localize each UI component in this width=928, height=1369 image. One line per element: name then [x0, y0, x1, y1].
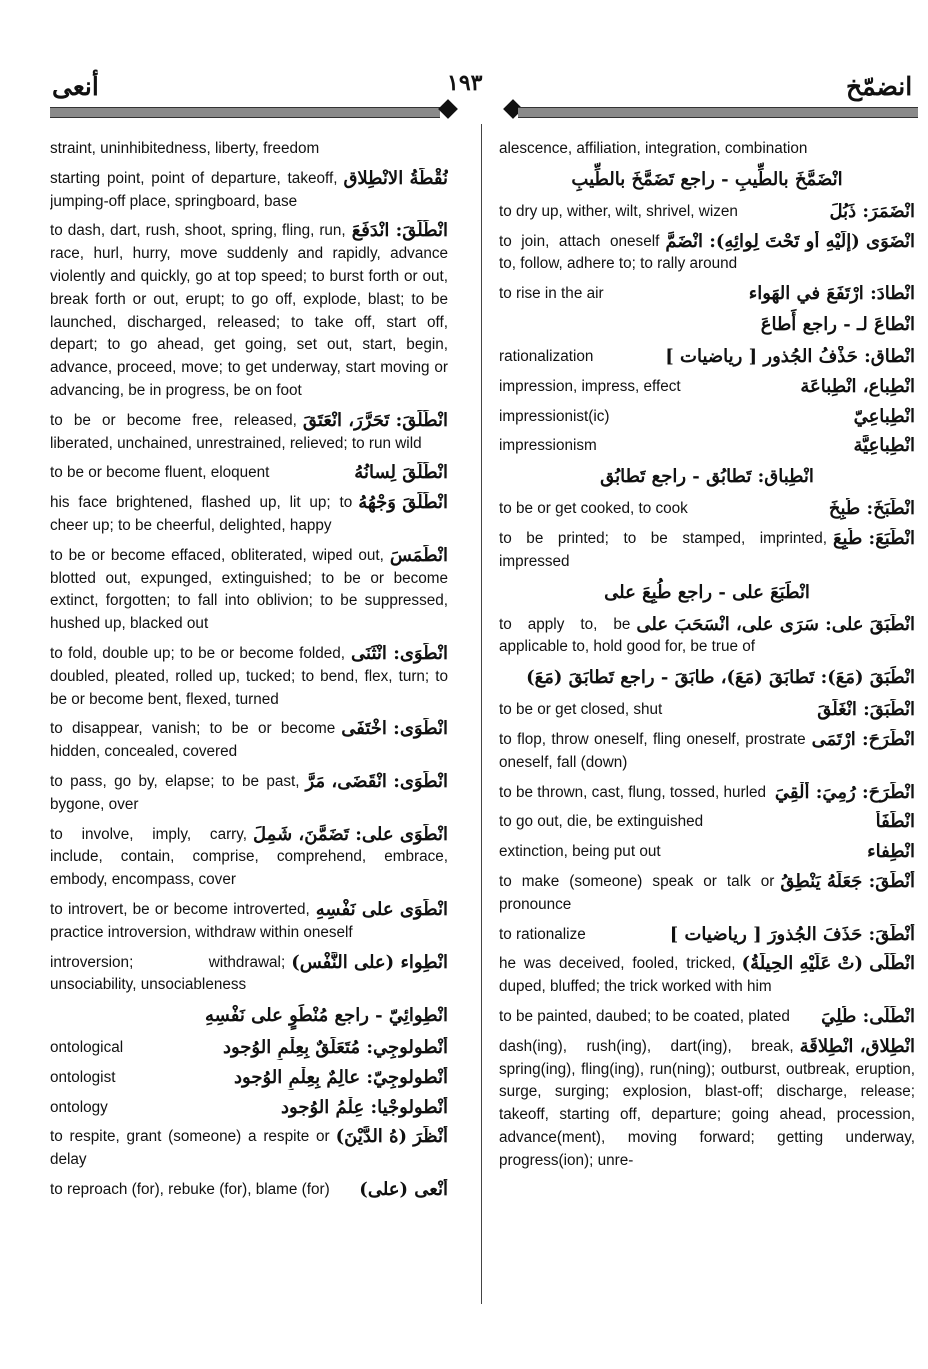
arabic-headword: انْضَوَى (إلَيْهِ أو تَحْتَ لِوائِهِ): انْضَمَّ: [665, 230, 915, 252]
dictionary-entry: [50, 643, 448, 711]
english-definition: introversion; withdrawal; unsociability, unsociableness: [50, 953, 286, 994]
english-definition: to rise in the air: [499, 285, 604, 303]
arabic-headword: أَنْطولوجْيا: عِلْمُ الوُجود: [281, 1096, 448, 1118]
dictionary-entry: [50, 545, 448, 636]
arabic-headword: انْطَفَأَ: [875, 811, 915, 833]
dictionary-entry: [50, 138, 448, 161]
dictionary-entry: [499, 138, 915, 161]
arabic-headword: انْطِباعِيّ: [853, 405, 915, 427]
english-definition: to pass, go by, elapse; to be past, bygone, over: [50, 772, 300, 813]
arabic-headword: انْطَلَى (تْ عَلَيْهِ الحِيلَةُ): [741, 953, 915, 975]
arabic-crossref-line: انْطِوائِيّ - راجع مُنْطَوٍ على نَفْسِهِ: [205, 1005, 448, 1027]
dictionary-entry: [499, 498, 915, 521]
arabic-headword: أَنْعى (على): [359, 1179, 448, 1201]
english-definition: he was deceived, fooled, tricked, duped, bluffed; the trick worked with him: [499, 955, 772, 996]
dictionary-entry: [50, 220, 448, 402]
english-definition: to go out, die, be extinguished: [499, 813, 704, 831]
arabic-headword: نُقْطَةُ الانْطِلاق: [343, 167, 448, 189]
page-number: ١٩٣: [447, 70, 483, 96]
arabic-headword: انْطَبَخَ: طُبِخَ: [828, 498, 915, 520]
right-entries-3: [499, 498, 915, 573]
arabic-headword: انْطَلَقَ وَجْهُهُ: [358, 492, 448, 514]
english-definition: to dry up, wither, wilt, shrivel, wizen: [499, 202, 738, 220]
english-definition: to introvert, be or become introverted, practice introversion, withdraw within oneself: [50, 900, 353, 941]
dictionary-entry: [50, 824, 448, 892]
arabic-headword: انْطَرَحَ: رُمِيَ: أُلْقِيَ: [774, 781, 915, 803]
right-entries-0: [499, 138, 915, 161]
header-rule-right: [518, 107, 918, 118]
dictionary-entry: [50, 1067, 448, 1090]
dictionary-entry: [499, 435, 915, 458]
english-definition: to join, attach oneself to, follow, adhere to; to rally around: [499, 232, 738, 273]
arabic-headword: انْطِفاء: [867, 841, 915, 863]
dictionary-entry: [499, 782, 915, 805]
english-definition: ontologist: [50, 1068, 116, 1086]
english-definition: to fold, double up; to be or become folded, doubled, pleated, rolled up, tucked; to bend, flex, turn; to be or become bent, flexed, turned: [50, 644, 448, 708]
arabic-headword: انْطَوَى: انْثَنَى: [351, 642, 448, 664]
arabic-headword: انْطَلَى: طُلِيَ: [821, 1005, 915, 1027]
arabic-headword: انْطَوَى: انْقَضَى، مَرَّ: [305, 770, 448, 792]
english-definition: to be printed; to be stamped, imprinted, impressed: [499, 529, 827, 570]
english-definition: to be or get cooked, to cook: [499, 500, 688, 518]
english-definition: to be painted, daubed; to be coated, plated: [499, 1007, 790, 1025]
arabic-crossref-line: انْطاعَ لـ - راجع أَطاعَ: [760, 313, 915, 335]
english-definition: to be or become free, released, liberated, unchained, unrestrained, relieved; to run wild: [50, 411, 422, 452]
arabic-headword: انْطَوَى على: تَضَمَّنَ، شَمِلَ: [253, 823, 448, 845]
arabic-headword: أَنْطَقَ: حَذَفَ الجُذورَ [ رياضيات ]: [669, 923, 915, 945]
english-definition: to be or get closed, shut: [499, 701, 663, 719]
arabic-headword: انْطَبَقَ: انْغَلَقَ: [817, 699, 915, 721]
english-definition: to rationalize: [499, 925, 586, 943]
column-divider: [481, 124, 482, 1304]
dictionary-entry: [499, 201, 915, 224]
english-definition: to disappear, vanish; to be or become hidden, concealed, covered: [50, 720, 336, 761]
english-definition: rationalization: [499, 347, 594, 365]
english-definition: to dash, dart, rush, shoot, spring, fling, run, race, hurl, hurry, move suddenly and rapidly, advance violently and quickly, go at top speed; to burst forth or out, break forth or out, erupt; to go off, explode, blast; to be launched, discharged, released; to take off, start off, depart; to go ahead, get going, set out, start, begin, advance, proceed, move; to get underway, start moving or advancing, be in progress, be on foot: [50, 222, 448, 399]
english-definition: to flop, throw oneself, fling oneself, prostrate oneself, fall (down): [499, 730, 806, 771]
dictionary-entry: [50, 168, 448, 214]
dictionary-entry: [499, 376, 915, 399]
arabic-headword: انْطَلَقَ: تَحَرَّرَ، انْعَتَقَ: [302, 409, 448, 431]
dictionary-entry: [499, 346, 915, 369]
arabic-headword: انْطادَ: ارْتَفَعَ في الهَواء: [748, 283, 915, 305]
dictionary-entry: [499, 283, 915, 306]
arabic-headword: انْطِلاق، انْطِلاقَة: [799, 1035, 915, 1057]
dictionary-entry: [50, 1037, 448, 1060]
right-guide-word: انضمّخ: [846, 72, 913, 101]
dictionary-entry: [499, 811, 915, 834]
dictionary-entry: [50, 1179, 448, 1202]
right-entries-2: [499, 346, 915, 458]
right-entries-1: [499, 201, 915, 306]
arabic-headword: أَنْطَقَ: جَعَلَهُ يَنْطِقُ: [780, 870, 915, 892]
dictionary-entry: [499, 614, 915, 660]
english-definition: to reproach (for), rebuke (for), blame (for): [50, 1181, 330, 1199]
arabic-headword: انْطَمَسَ: [389, 544, 448, 566]
arabic-headword: أَنْطولوجِيّ: عالِمٌ بِعِلْمِ الوُجود: [234, 1066, 448, 1088]
arabic-headword: انْطَوَى على نَفْسِهِ: [315, 898, 448, 920]
dictionary-entry: [499, 871, 915, 917]
arabic-headword: انْطِباع، انْطِباعَة: [800, 375, 915, 397]
english-definition: straint, uninhibitedness, liberty, freedom: [50, 140, 320, 157]
dictionary-entry: [499, 406, 915, 429]
arabic-headword: انْطَبَقَ على: سَرَى على، انْسَحَبَ على: [636, 613, 915, 635]
dictionary-entry: [499, 924, 915, 947]
right-entries-5: [499, 699, 915, 1172]
dictionary-entry: [499, 1036, 915, 1173]
arabic-headword: انْطَلَقَ لِسانُهُ: [354, 462, 448, 484]
dictionary-entry: [499, 841, 915, 864]
english-definition: alescence, affiliation, integration, combination: [499, 140, 808, 157]
dictionary-entry: [50, 1126, 448, 1172]
arabic-headword: انْطَبَعَ: طُبِعَ: [832, 527, 915, 549]
left-entries-1: [50, 138, 448, 997]
dictionary-entry: [499, 528, 915, 574]
english-definition: his face brightened, flashed up, lit up; to cheer up; to be cheerful, delighted, happy: [50, 494, 353, 534]
english-definition: ontology: [50, 1098, 108, 1116]
diamond-ornament-left: [438, 99, 458, 119]
english-definition: to respite, grant (someone) a respite or delay: [50, 1128, 330, 1169]
header-rule-left: [50, 107, 440, 118]
dictionary-entry: [50, 952, 448, 998]
right-column: [499, 138, 915, 1180]
dictionary-entry: [499, 699, 915, 722]
dictionary-entry: [499, 1006, 915, 1029]
english-definition: to make (someone) speak or talk or pronounce: [499, 872, 775, 913]
english-definition: to be or become fluent, eloquent: [50, 464, 270, 482]
dictionary-entry: [50, 771, 448, 817]
english-definition: extinction, being put out: [499, 843, 661, 861]
left-guide-word: أنعى: [52, 72, 99, 101]
arabic-headword: أَنْطولوجِي: مُتَعَلِّقٌ بِعِلْمِ الوُجود: [222, 1037, 448, 1059]
dictionary-entry: [50, 899, 448, 945]
arabic-headword: انْطَوَى: اخْتَفَى: [341, 718, 448, 740]
arabic-headword: أَنْظَرَ (هُ الدَّيْنَ): [335, 1126, 448, 1148]
dictionary-entry: [50, 492, 448, 538]
arabic-crossref-line: انْطِباق: تَطابُق - راجع تَطابُق: [600, 466, 814, 488]
dictionary-entry: [499, 953, 915, 999]
right-entries-4: [499, 614, 915, 660]
dictionary-entry: [50, 462, 448, 485]
arabic-headword: انْطِواء (على النَّفْس): [291, 951, 448, 973]
english-definition: ontological: [50, 1039, 124, 1057]
arabic-crossref-line: انْطَبَقَ (مَعَ): تَطابَقَ (مَعَ)، طابَقَ - راجع تَطابَقَ (مَعَ): [526, 667, 915, 689]
english-definition: to apply to, be applicable to, hold good for, be true of: [499, 615, 755, 656]
english-definition: impressionist(ic): [499, 407, 610, 425]
left-entries-2: [50, 1037, 448, 1202]
english-definition: dash(ing), rush(ing), dart(ing), break, spring(ing), fling(ing), run(ning); outburst, outbreak, eruption, surge, surging; explosion, blast-off; discharge, release; takeoff, starting off, departure; going ahead, procession, advance(ment), moving forward; getting underway, progress(ion); unre-: [499, 1037, 915, 1169]
dictionary-entry: [499, 729, 915, 775]
arabic-crossref-line: انْضَمَّخَ بالطِّيبِ - راجع تَضَمَّخَ بالطِّيبِ: [571, 168, 843, 190]
arabic-headword: انْضَمَرَ: ذَبُلَ: [829, 200, 915, 222]
dictionary-entry: [499, 231, 915, 277]
english-definition: to be or become effaced, obliterated, wiped out, blotted out, expunged, extinguished; to be or become extinct, forgotten; to fall into oblivion; to be suppressed, hushed up, blacked out: [50, 546, 448, 633]
english-definition: to involve, imply, carry, include, contain, comprise, comprehend, embrace, embody, encompass, cover: [50, 825, 448, 889]
english-definition: starting point, point of departure, takeoff, jumping-off place, springboard, base: [50, 169, 338, 210]
dictionary-entry: [50, 718, 448, 764]
dictionary-entry: [50, 410, 448, 456]
left-column: [50, 138, 448, 1209]
arabic-headword: انْطَرَحَ: ارْتَمَى: [811, 728, 915, 750]
arabic-headword: انْطاق: حَذْفُ الجُذور [ رياضيات ]: [665, 345, 915, 367]
dictionary-entry: [50, 1097, 448, 1120]
arabic-crossref-line: انْطَبَعَ على - راجع طُبِعَ على: [604, 581, 810, 603]
english-definition: impressionism: [499, 437, 597, 455]
arabic-headword: انْطَلَقَ: انْدَفَعَ: [351, 220, 448, 242]
english-definition: to be thrown, cast, flung, tossed, hurled: [499, 783, 767, 801]
english-definition: impression, impress, effect: [499, 377, 681, 395]
arabic-headword: انْطِباعِيَّة: [853, 435, 915, 457]
